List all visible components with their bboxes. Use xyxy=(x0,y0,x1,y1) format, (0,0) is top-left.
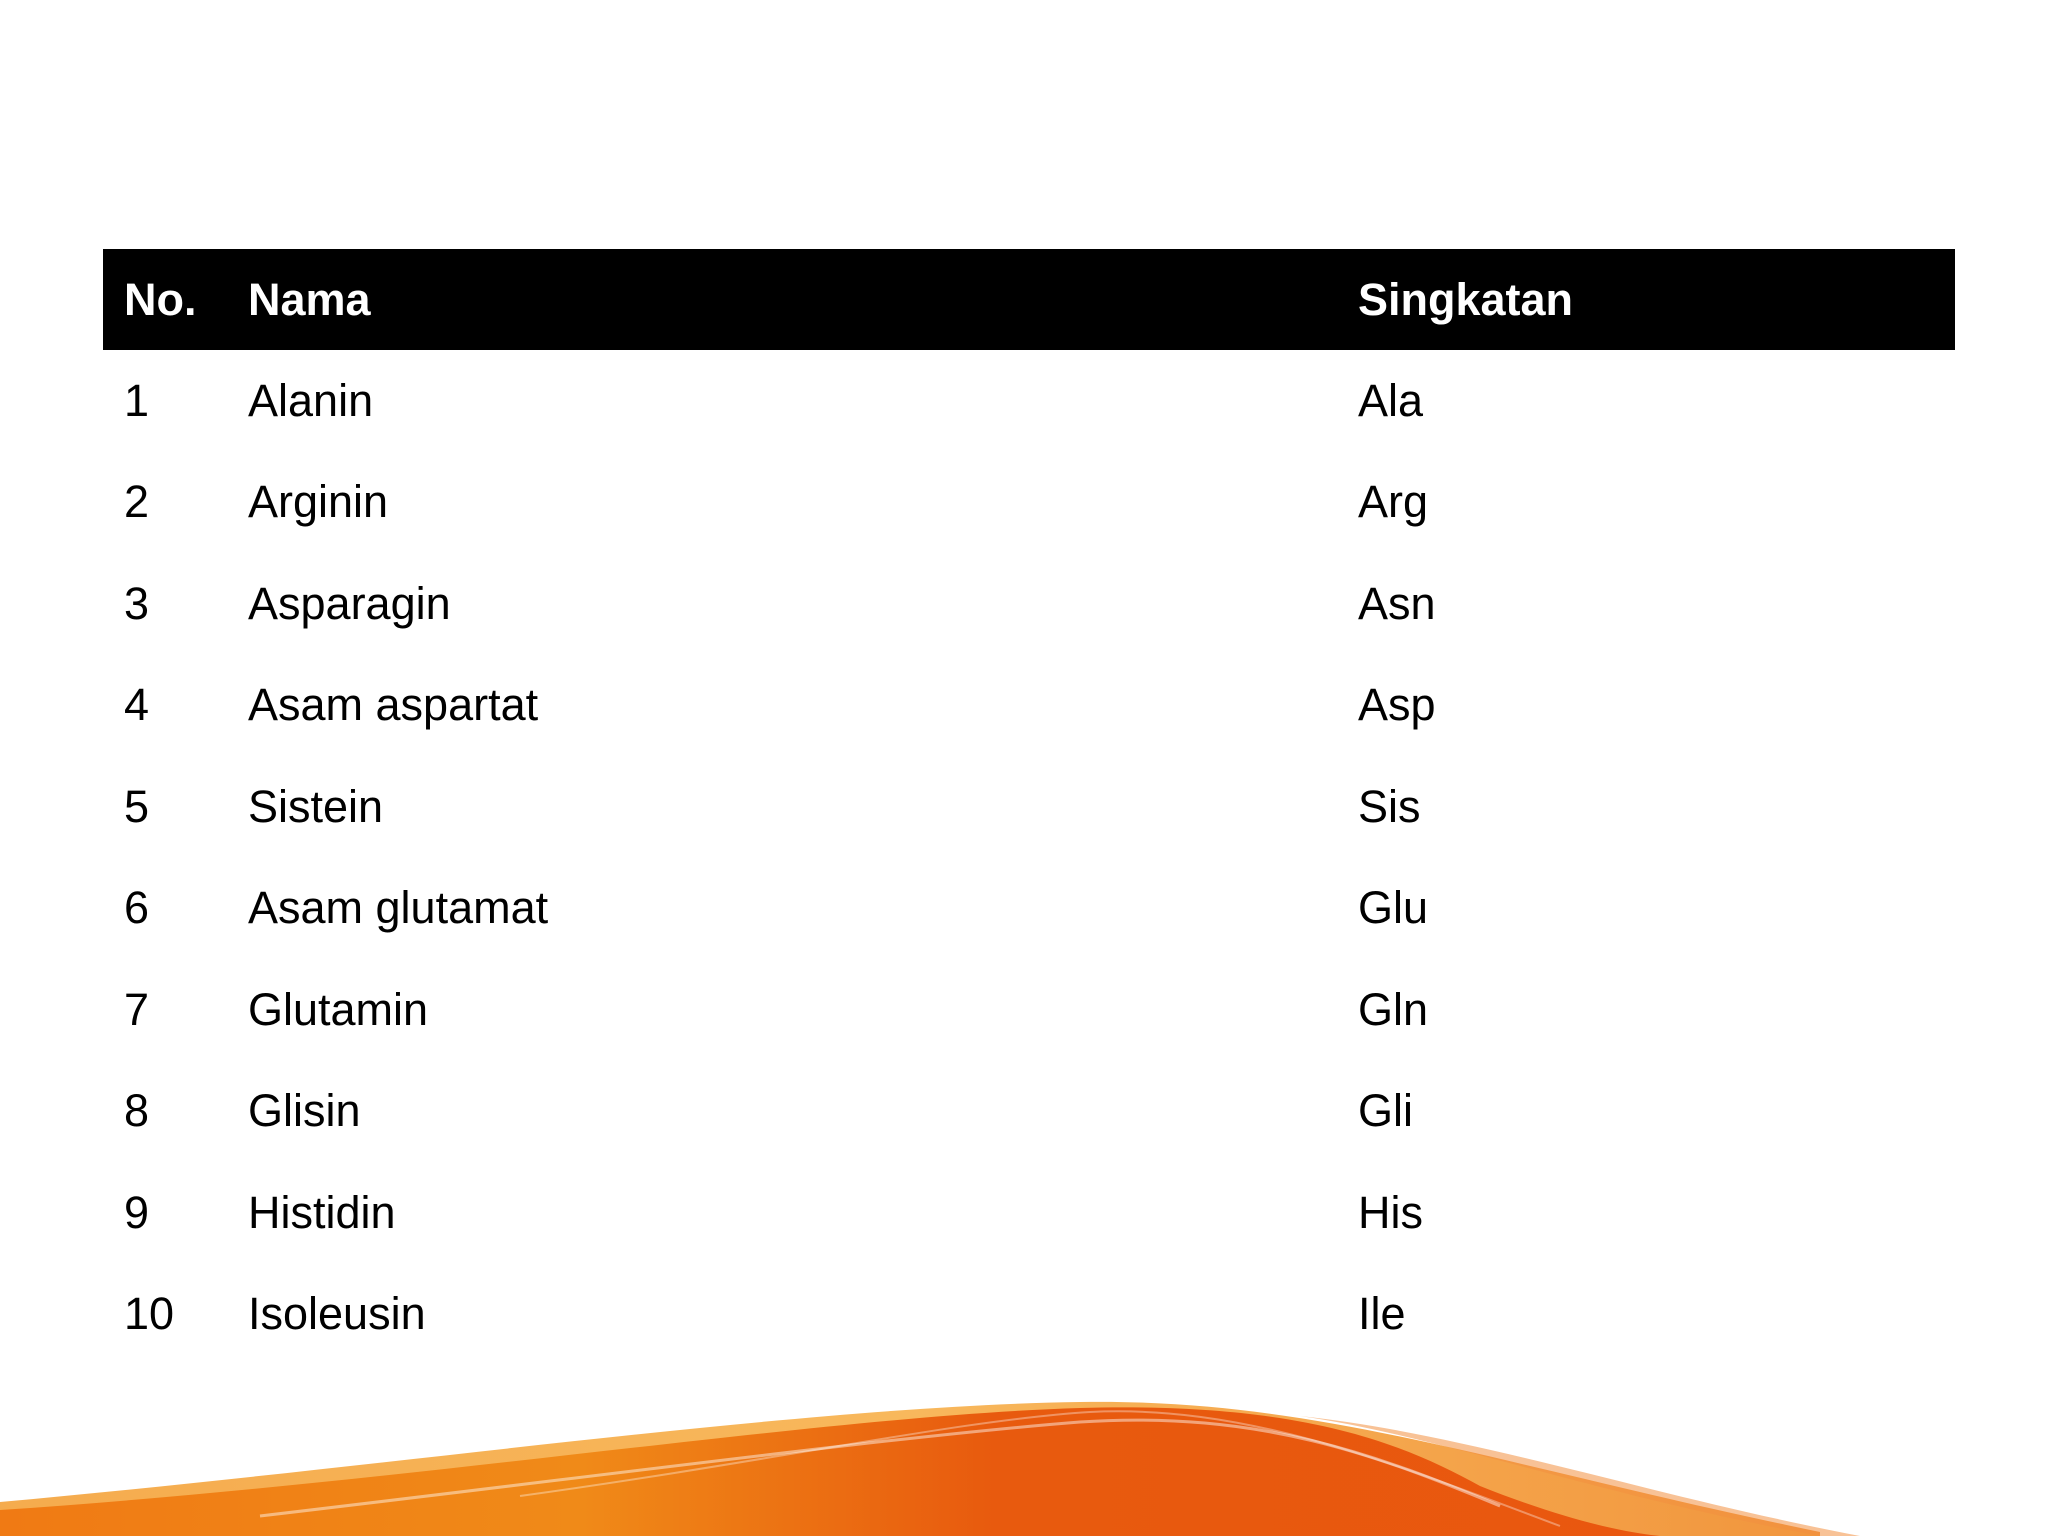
table-row xyxy=(103,1264,1955,1366)
cell-name: Glutamin xyxy=(248,983,429,1035)
cell-abbreviation: His xyxy=(1358,1186,1423,1238)
table-row xyxy=(103,858,1955,960)
table-row xyxy=(103,1061,1955,1163)
decorative-orange-wave xyxy=(0,1356,2048,1536)
table-header-row xyxy=(103,249,1955,350)
cell-name: Asam glutamat xyxy=(248,882,549,934)
cell-abbreviation: Ala xyxy=(1358,374,1424,426)
cell-name: Alanin xyxy=(248,374,374,426)
cell-no: 5 xyxy=(124,780,150,832)
cell-name: Asparagin xyxy=(248,577,451,629)
table-row xyxy=(103,553,1955,655)
cell-no: 3 xyxy=(124,577,150,629)
cell-abbreviation: Glu xyxy=(1358,882,1429,934)
cell-name: Glisin xyxy=(248,1085,361,1137)
cell-abbreviation: Ile xyxy=(1358,1288,1406,1340)
table-row xyxy=(103,452,1955,554)
table-row xyxy=(103,1162,1955,1264)
cell-abbreviation: Gli xyxy=(1358,1085,1413,1137)
table-row xyxy=(103,959,1955,1061)
table-row xyxy=(103,350,1955,452)
cell-abbreviation: Asp xyxy=(1358,679,1436,731)
cell-abbreviation: Arg xyxy=(1358,476,1429,528)
cell-no: 8 xyxy=(124,1085,150,1137)
cell-name: Asam aspartat xyxy=(248,679,539,731)
cell-no: 1 xyxy=(124,374,150,426)
amino-acid-table xyxy=(103,249,1955,1365)
table-row xyxy=(103,756,1955,858)
header-abbreviation: Singkatan xyxy=(1358,273,1574,325)
cell-no: 2 xyxy=(124,476,150,528)
header-no: No. xyxy=(124,273,197,325)
cell-no: 9 xyxy=(124,1186,150,1238)
cell-abbreviation: Asn xyxy=(1358,577,1436,629)
cell-no: 4 xyxy=(124,679,150,731)
cell-no: 6 xyxy=(124,882,150,934)
cell-no: 10 xyxy=(124,1288,175,1340)
header-name: Nama xyxy=(248,273,371,325)
cell-name: Isoleusin xyxy=(248,1288,426,1340)
cell-abbreviation: Sis xyxy=(1358,780,1421,832)
table-row xyxy=(103,655,1955,757)
cell-name: Arginin xyxy=(248,476,389,528)
cell-name: Histidin xyxy=(248,1186,396,1238)
cell-abbreviation: Gln xyxy=(1358,983,1429,1035)
cell-no: 7 xyxy=(124,983,150,1035)
cell-name: Sistein xyxy=(248,780,384,832)
